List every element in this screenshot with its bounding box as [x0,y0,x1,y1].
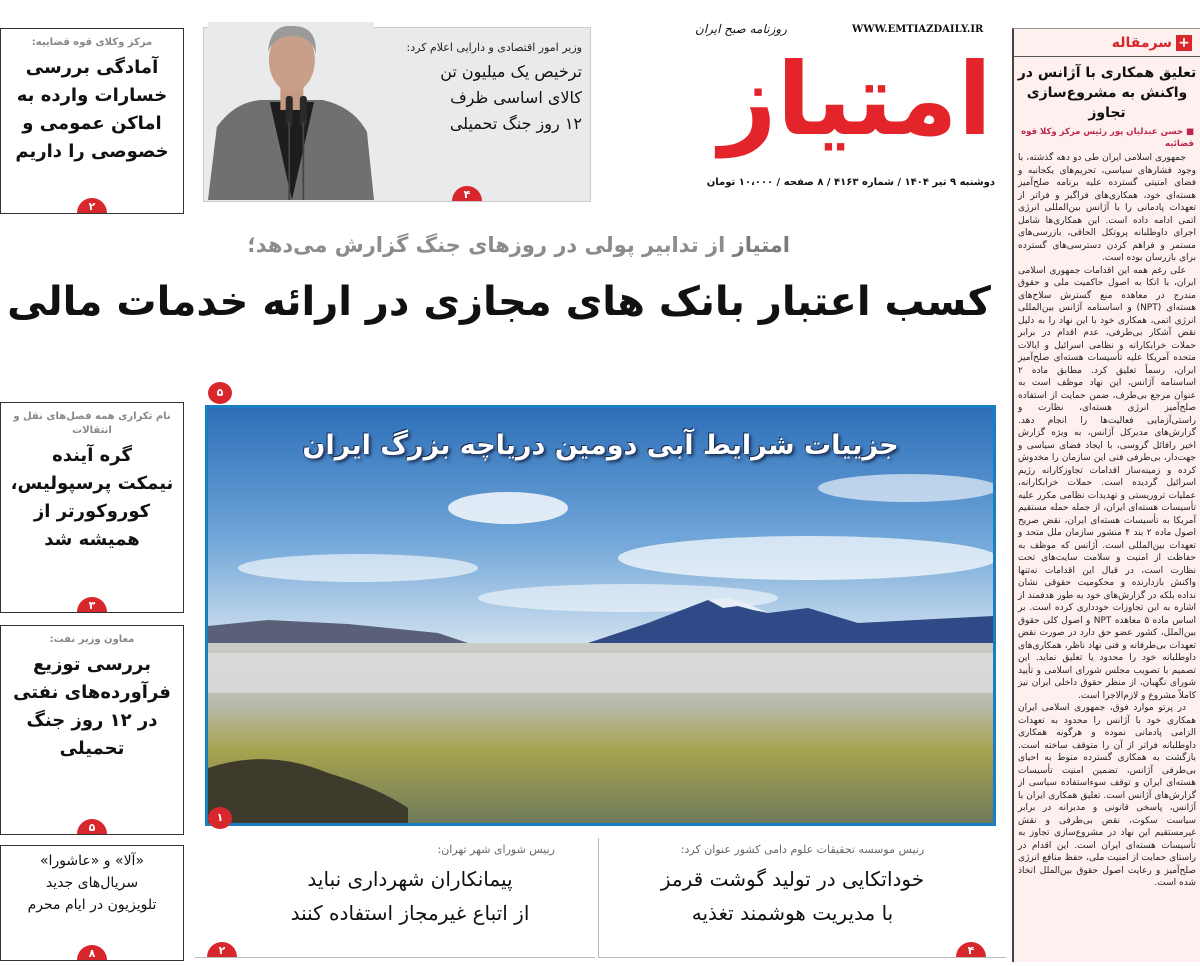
dateline: دوشنبه ۹ تیر ۱۴۰۴ / شماره ۴۱۶۳ / ۸ صفحه / ۱۰،۰۰۰ تومان [706,177,995,188]
headline-line: خوداتکایی در تولید گوشت قرمز [660,867,925,891]
story-kicker: مرکز وکلای قوه قضاییه: [31,37,153,48]
headline-line: با مدیریت هوشمند تغذیه [691,901,894,925]
story-headline [4,850,180,916]
page-badge: ۵ [77,819,107,834]
headline-line: گره آینده [52,445,132,466]
headline-line: «آلا» و «عاشورا» [39,853,145,869]
left-story-2[interactable] [0,402,184,613]
page-badge: ۴ [452,186,482,201]
editorial-section-header [1014,29,1200,57]
left-story-4[interactable] [0,845,184,961]
headline-line: سریال‌های جدید [45,875,139,891]
top-news-headline [377,59,582,137]
bottom-story-1[interactable] [598,838,1006,958]
bottom-story-2[interactable] [195,838,595,958]
headline-line: کالای اساسی ظرف [450,88,582,107]
headline-line: اماکن عمومی و [22,113,162,134]
headline-line: نیمکت پرسپولیس، [10,473,174,494]
kicker-brand: امتیاز [732,233,790,257]
headline-line: همیشه شد [44,529,140,550]
headline-line: ترخیص یک میلیون تن [440,62,582,81]
story-kicker: نام تکراری همه فصل‌های نقل و انتقالات [13,411,171,436]
minister-photo [208,22,374,200]
editorial-column [1012,28,1200,962]
paragraph: علی رغم همه این اقدامات جمهوری اسلامی ایران، با اتکا به اصول حاکمیت ملی و حقوق مندرج در معاهده منع گسترش سلاح‌های هسته‌ای (NPT) و اساسنامه آژانس بین‌المللی انرژی اتمی، همکاری خود با این نهاد را به دلیل نقض آشکار بی‌طرفی، عدم اقدام در برابر حملات خرابکارانه و نظامی اسرائیل و ایالات متحده آمریکا علیه تأسیسات هسته‌ای صلح‌آمیز ایران، رسماً تعلیق کرد. مطابق ماده ۲ اساسنامه آژانس، این نهاد موظف است به عنوان مرجع بی‌طرف، ضمن حمایت از استفاده صلح‌آمیز انرژی هسته‌ای، نظارت و راستی‌آزمایی فعالیت‌ها را انجام دهد. گزارش‌های مدیرکل آژانس، به ویژه گزارش اخیر رافائل گروسی، با ایجاد فضای سیاسی و جهت‌دار، بی‌طرفی فنی این سازمان را مخدوش کرده و زمینه‌ساز اقدامات تجاوزکارانه رژیم اسرائیل گردیده است. حملات خرابکارانه، عملیات تروریستی و تهدیدات نظامی مکرر علیه تأسیسات هسته‌ای ایران، از جمله حمله مستقیم آمریکا به تأسیسات هسته‌ای ایران، نقض صریح اصول ماده ۲ بند ۴ منشور سازمان ملل متحد و تعهدات بین‌المللی است. آژانس که موظف به حفاظت از امنیت و سلامت سایت‌های تحت نظارت است، در قبال این اقدامات نه‌تنها واکنش بازدارنده و محکومیت حقوقی نشان نداده بلکه در گزارش‌های خود به طور هدفمند از اشاره به این تجاوزات خودداری کرده است. بر اساس ماده ۵ معاهده NPT و اصول کلی حقوق بین‌الملل، کشور عضو حق دارد در صورت نقض تعهدات بی‌طرفانه و فنی نهاد ناظر، همکاری‌های داوطلبانه خود را محدود یا تعلیق نماید. این تصمیم با تصویب مجلس شورای اسلامی و تأیید شورای نگهبان، از منظر حقوق داخلی ایران نیز کاملاً مشروع و لازم‌الاجرا است. [1018,265,1197,701]
page-badge: ۳ [77,597,107,612]
page-badge: ۲ [207,942,237,957]
section-label: سرمقاله [1111,34,1172,51]
page-badge: ۵ [208,382,232,404]
headline-line: تلویزیون در ایام محرم [27,897,157,913]
top-news-box[interactable] [203,27,591,202]
plus-icon: + [1176,35,1192,51]
headline-line: خصوصی را داریم [15,141,169,162]
masthead [600,22,1000,197]
story-headline [4,651,180,763]
lake-photo[interactable] [205,405,996,826]
headline-line: خسارات وارده به [16,85,168,106]
author-name: حسن عبدلیان پور رئیس مرکز وکلا قوه قضائیه [1021,127,1194,149]
headline-line: پیمانکاران شهرداری نباید [307,867,513,891]
headline-line: از اتباع غیرمجاز استفاده کنند [290,901,530,925]
page-badge: ۱ [208,807,232,829]
title-line: تعلیق همکاری با آژانس در [1017,65,1197,81]
editorial-body [1014,152,1200,890]
lead-kicker [190,230,790,260]
headline-line: تحمیلی [59,738,125,759]
page-badge: ۲ [77,198,107,213]
headline-line: ۱۲ روز جنگ تحمیلی [449,114,582,133]
kicker-text: از تدابیر پولی در روزهای جنگ گزارش می‌دهد؛ [247,233,726,257]
lead-headline[interactable]: کسب اعتبار بانک های مجازی در ارائه خدمات مالی [7,279,991,325]
headline-line: کوروکورتر از [33,501,151,522]
editorial-author: ■ حسن عبدلیان پور رئیس مرکز وکلا قوه قضائیه [1021,127,1194,149]
top-news-kicker: وزیر امور اقتصادی و دارایی اعلام کرد: [406,41,582,54]
left-story-1[interactable] [0,28,184,214]
website-url[interactable]: WWW.EMTIAZDAILY.IR [852,24,984,35]
tagline: روزنامه صبح ایران [695,22,787,36]
story-kicker: معاون وزیر نفت: [49,634,135,645]
headline-line: بررسی توزیع [33,654,151,675]
page-badge: ۸ [77,945,107,960]
title-line: واکنش به مشروع‌سازی تجاوز [1026,85,1188,121]
story-headline [195,862,595,930]
headline-line: آمادگی بررسی [25,57,159,78]
page-badge: ۴ [956,942,986,957]
newspaper-logo: امتیاز [719,41,992,158]
headline-line: فرآورده‌های نفتی [13,682,171,703]
story-headline [4,54,180,166]
left-story-3[interactable] [0,625,184,835]
paragraph: جمهوری اسلامی ایران طی دو دهه گذشته، با وجود فشارهای سیاسی، تحریم‌های یکجانبه و فضای امنیتی گسترده علیه برنامه صلح‌آمیز هسته‌ای خود، همکاری‌های فراگیر و فراتر از تعهدات پادمانی را با آژانس بین‌المللی انرژی اتمی ادامه داده است. این همکاری‌ها شامل اجرای داوطلبانه پروتکل الحاقی، بازرسی‌های مستمر و فراهم کردن دسترسی‌های گسترده برای بازرسان بوده است. [1018,153,1196,263]
story-kicker: رییس شورای شهر تهران: [437,843,555,856]
story-headline [4,442,180,554]
story-kicker: رنیس موسسه تحقیقات علوم دامی کشور عنوان کرد: [680,843,925,856]
story-headline [599,862,1006,930]
photo-title: جزییات شرایط آبی دومین دریاچه بزرگ ایران [302,430,899,461]
paragraph: در پرتو موارد فوق، جمهوری اسلامی ایران همکاری خود با آژانس را محدود به تعهدات الزامی پادمانی نموده و هرگونه همکاری داوطلبانه فراتر از آن را متوقف ساخته است. بازگشت به همکاری گسترده منوط به احیای بی‌طرفی آژانس، تضمین امنیت تأسیسات هسته‌ای ایران و توقف سوءاستفاده سیاسی از گزارش‌های آژانس است. تعلیق همکاری ایران با آژانس، پاسخی قانونی و مدبرانه در برابر سیاست سکوت، نقض بی‌طرفی و نقش غیرمستقیم این نهاد در مشروع‌سازی تجاوز به تأسیسات هسته‌ای ایران است. این اقدام در راستای حمایت از امنیت ملی، حفظ منافع انرژی صلح‌آمیز و رعایت اصول حقوق بین‌الملل اتخاذ شده است. [1018,703,1196,888]
editorial-title [1014,63,1200,123]
headline-line: در ۱۲ روز جنگ [26,710,158,731]
